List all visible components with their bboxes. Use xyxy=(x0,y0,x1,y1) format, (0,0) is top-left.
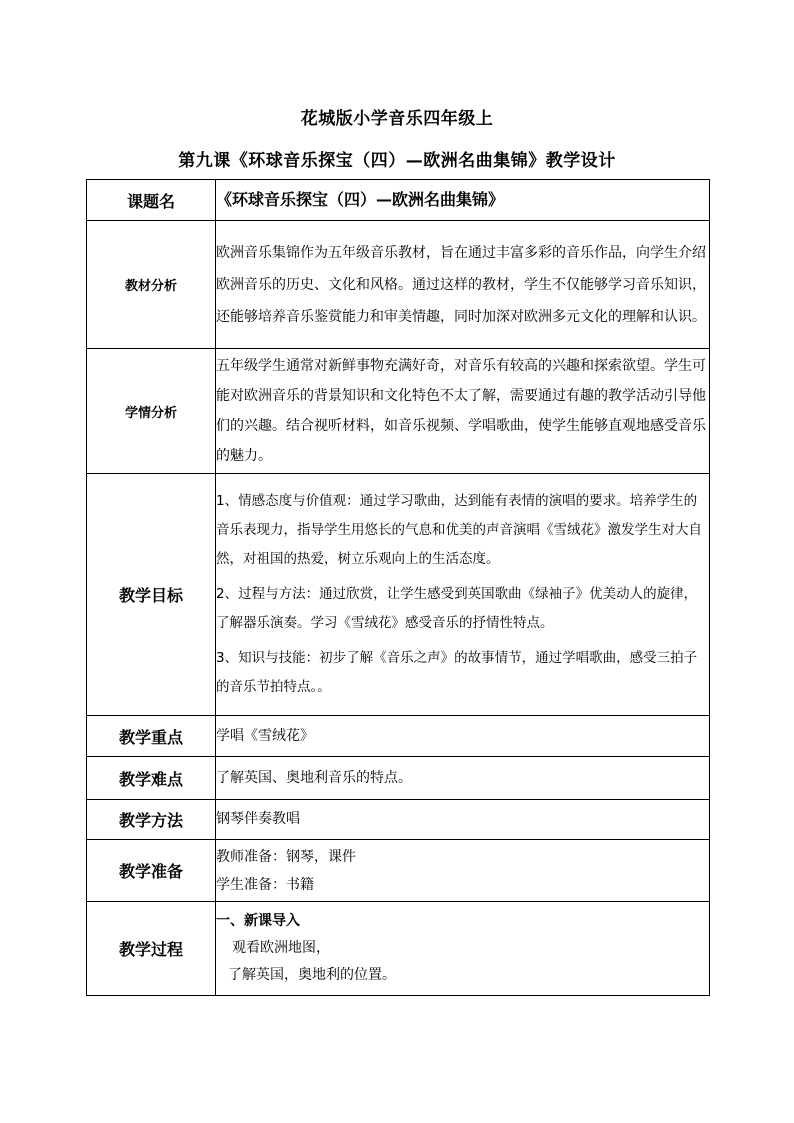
label-topic: 课题名 xyxy=(87,180,216,221)
row-difficulty xyxy=(87,757,710,800)
label-key-point: 教学重点 xyxy=(87,716,216,757)
row-student-analysis xyxy=(87,349,710,474)
process-section-heading: 一、新课导入 xyxy=(216,913,300,929)
topic-text: 《环球音乐探宝（四）—欧洲名曲集锦》 xyxy=(216,189,505,209)
row-preparation xyxy=(87,840,710,902)
row-key-point xyxy=(87,716,710,757)
label-difficulty: 教学难点 xyxy=(87,757,216,800)
value-method: 钢琴伴奏教唱 xyxy=(216,800,710,840)
student-preparation: 学生准备：书籍 xyxy=(216,876,314,893)
lesson-title: 第九课《环球音乐探宝（四）—欧洲名曲集锦》教学设计 xyxy=(178,151,616,171)
value-key-point: 学唱《雪绒花》 xyxy=(216,716,710,757)
value-student-analysis: 五年级学生通常对新鲜事物充满好奇，对音乐有较高的兴趣和探索欲望。学生可能对欧洲音乐的背景知识和文化特色不太了解，需要通过有趣的教学活动引导他们的兴趣。结合视听材料，如音乐视频、学唱歌曲，使学生能够直观地感受音乐的魅力。 xyxy=(216,349,710,474)
value-teaching-goals xyxy=(216,474,710,716)
value-preparation xyxy=(216,840,710,902)
label-teaching-goals: 教学目标 xyxy=(87,474,216,716)
label-preparation: 教学准备 xyxy=(87,840,216,902)
value-difficulty: 了解英国、奥地利音乐的特点。 xyxy=(216,757,710,800)
lesson-plan-table xyxy=(86,179,710,996)
process-line: 观看欧洲地图， xyxy=(232,940,330,956)
row-process xyxy=(87,902,710,996)
row-teaching-goals xyxy=(87,474,710,716)
value-topic xyxy=(216,180,710,221)
goal-item: 2、过程与方法：通过欣赏，让学生感受到英国歌曲《绿袖子》优美动人的旋律，了解器乐演奏。学习《雪绒花》感受音乐的抒情性特点。 xyxy=(216,586,698,631)
label-method: 教学方法 xyxy=(87,800,216,840)
label-process: 教学过程 xyxy=(87,902,216,996)
row-method xyxy=(87,800,710,840)
row-topic xyxy=(87,180,710,221)
goal-item: 1、情感态度与价值观：通过学习歌曲，达到能有表情的演唱的要求。培养学生的音乐表现力，指导学生用悠长的气息和优美的声音演唱《雪绒花》激发学生对大自然，对祖国的热爱，树立乐观向上的生活态度。 xyxy=(216,493,702,567)
row-material-analysis xyxy=(87,221,710,349)
label-material-analysis: 教材分析 xyxy=(87,221,216,349)
value-material-analysis: 欧洲音乐集锦作为五年级音乐教材，旨在通过丰富多彩的音乐作品，向学生介绍欧洲音乐的历史、文化和风格。通过这样的教材，学生不仅能够学习音乐知识，还能够培养音乐鉴赏能力和审美情趣，同时加深对欧洲多元文化的理解和认识。 xyxy=(216,221,710,349)
document-title: 花城版小学音乐四年级上 xyxy=(300,109,494,129)
process-line: 了解英国，奥地利的位置。 xyxy=(228,967,396,983)
value-process xyxy=(216,902,710,996)
goal-item: 3、知识与技能：初步了解《音乐之声》的故事情节，通过学唱歌曲，感受三拍子的音乐节拍特点。。 xyxy=(216,650,698,695)
label-student-analysis: 学情分析 xyxy=(87,349,216,474)
teacher-preparation: 教师准备：钢琴，课件 xyxy=(216,848,356,865)
